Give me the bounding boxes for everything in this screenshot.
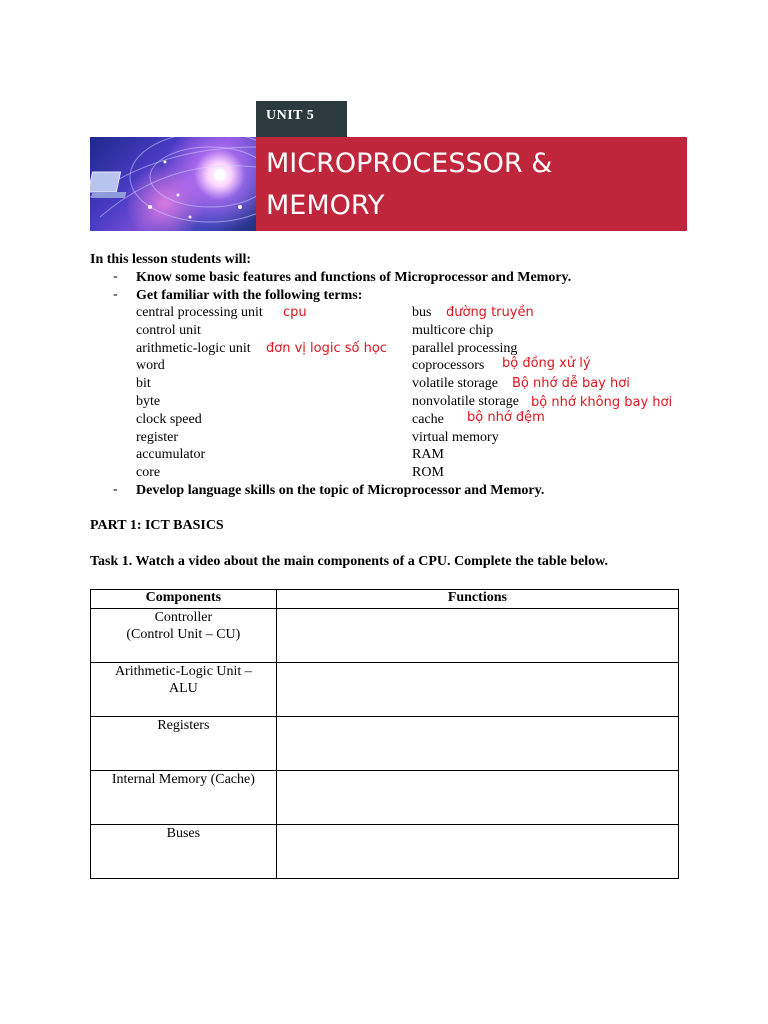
component-cell — [91, 609, 277, 663]
term-right: bus — [412, 305, 432, 320]
unit-label: UNIT 5 — [256, 101, 347, 137]
term-left: register — [136, 430, 178, 445]
banner-image — [90, 137, 256, 231]
component-label: Arithmetic-Logic Unit – — [114, 664, 252, 679]
term-left: byte — [136, 394, 161, 409]
term-left: clock speed — [136, 412, 202, 427]
task-instruction: Task 1. Watch a video about the main components of a CPU. Complete the table below. — [90, 554, 609, 569]
component-cell — [91, 771, 277, 825]
component-label: Registers — [157, 718, 210, 733]
term-right: volatile storage — [412, 376, 498, 391]
term-left: word — [136, 358, 165, 373]
function-cell[interactable] — [276, 609, 678, 663]
table-row — [91, 771, 679, 825]
term-right: coprocessors — [412, 358, 485, 373]
bullet-dash: - — [113, 269, 118, 284]
table-row — [91, 663, 679, 717]
title-line-2: MEMORY — [266, 190, 385, 221]
part-heading: PART 1: ICT BASICS — [90, 518, 224, 533]
title-line-1: MICROPROCESSOR & — [266, 148, 553, 179]
table-header-row — [91, 590, 679, 609]
component-cell — [91, 663, 277, 717]
annotation-volatile: Bộ nhớ dễ bay hơi — [512, 376, 630, 391]
annotation-cache: bộ nhớ đệm — [467, 410, 545, 425]
header-components: Components — [91, 590, 277, 609]
component-label: Internal Memory (Cache) — [111, 772, 255, 787]
annotation-cpu: cpu — [283, 305, 307, 320]
term-left: central processing unit — [136, 305, 263, 320]
components-table — [90, 589, 679, 879]
header-functions: Functions — [276, 590, 678, 609]
annotation-bus: đường truyền — [446, 305, 534, 320]
component-cell — [91, 825, 277, 879]
term-left: bit — [136, 376, 151, 391]
term-right: ROM — [412, 465, 444, 480]
component-label: Buses — [166, 826, 201, 841]
term-right: parallel processing — [412, 341, 518, 356]
component-cell — [91, 717, 277, 771]
table-row — [91, 717, 679, 771]
table-row — [91, 609, 679, 663]
function-cell[interactable] — [276, 771, 678, 825]
component-label-2: (Control Unit – CU) — [126, 627, 241, 642]
term-left: arithmetic-logic unit — [136, 341, 251, 356]
term-right: multicore chip — [412, 323, 494, 338]
function-cell[interactable] — [276, 717, 678, 771]
annotation-alu: đơn vị logic số học — [266, 341, 387, 356]
annotation-nonvolatile: bộ nhớ không bay hơi — [531, 395, 673, 410]
term-left: accumulator — [136, 447, 206, 462]
term-left: control unit — [136, 323, 201, 338]
bullet-dash: - — [113, 287, 118, 302]
term-left: core — [136, 465, 161, 480]
bullet-1: Know some basic features and functions of Microprocessor and Memory. — [136, 270, 572, 285]
bullet-3: Develop language skills on the topic of Microprocessor and Memory. — [136, 483, 545, 498]
term-right: RAM — [412, 447, 444, 462]
function-cell[interactable] — [276, 825, 678, 879]
term-right: cache — [412, 412, 444, 427]
intro-lead: In this lesson students will: — [90, 252, 252, 267]
table-row — [91, 825, 679, 879]
bullet-dash: - — [113, 482, 118, 497]
term-right: virtual memory — [412, 430, 499, 445]
bullet-2: Get familiar with the following terms: — [136, 288, 363, 303]
component-label: Controller — [154, 610, 213, 625]
page-title — [256, 137, 687, 231]
component-label-2: ALU — [168, 681, 198, 696]
annotation-coprocessors: bộ đồng xử lý — [502, 356, 591, 371]
term-right: nonvolatile storage — [412, 394, 519, 409]
function-cell[interactable] — [276, 663, 678, 717]
